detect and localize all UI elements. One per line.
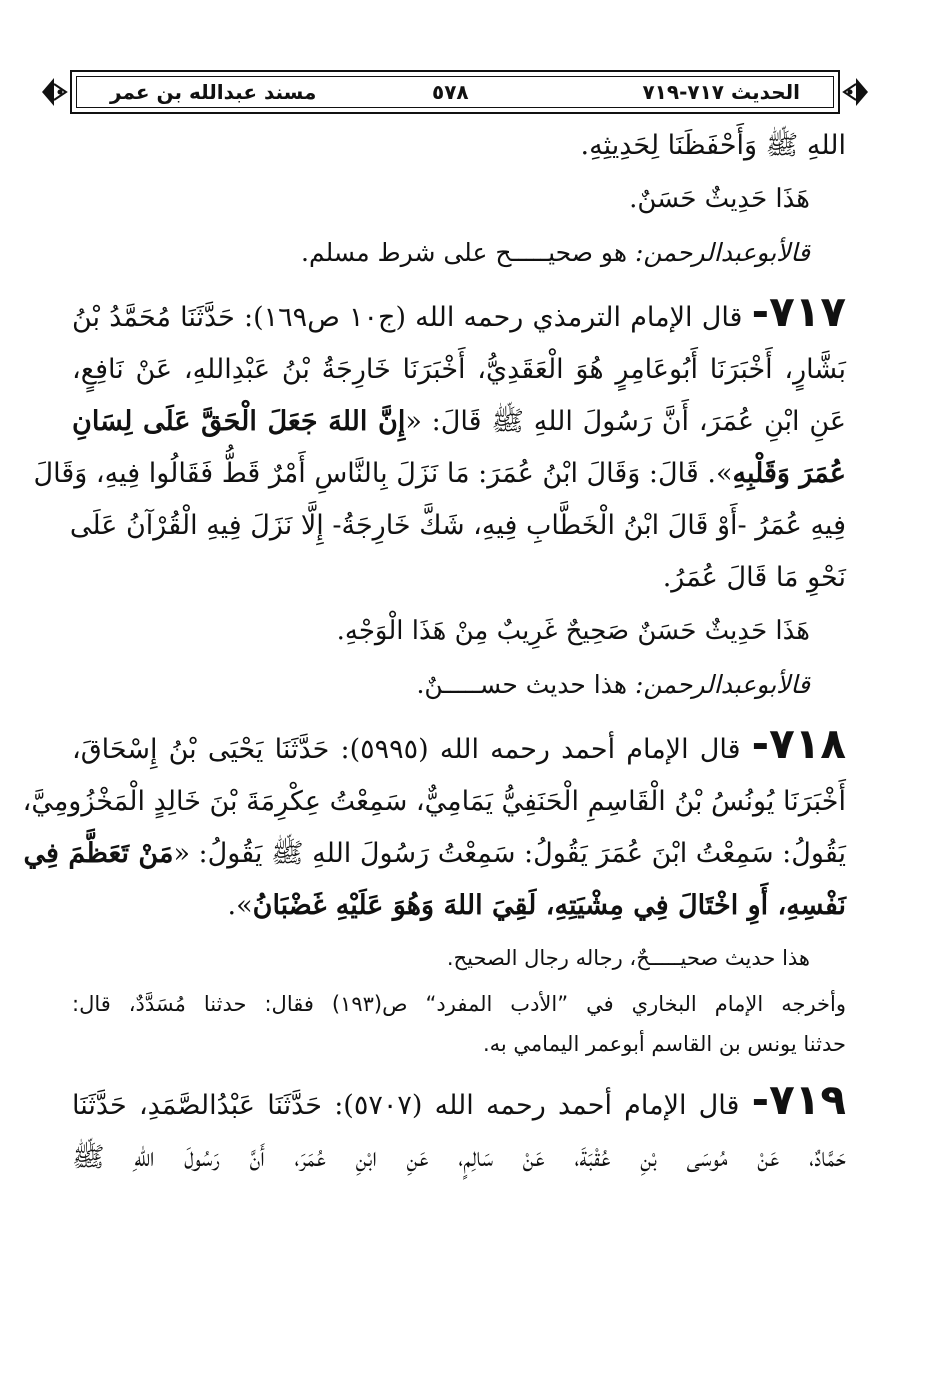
prophetic-saying: نَفْسِهِ، أَوِ اخْتَالَ فِي مِشْيَتِهِ، لَقِيَ اللهَ وَهُوَ عَلَيْهِ غَضْبَانُ <box>252 890 846 921</box>
hadith-717-line <box>33 448 846 500</box>
author-note-text: هذا حديث حســـــنٌ. <box>416 670 628 699</box>
author-note-text: هو صحيـــــح على شرط مسلم. <box>301 238 628 267</box>
author-signature: قالأبوعبدالرحمن: <box>635 670 810 699</box>
grading-note: هذا حديث صحيـــــحٌ، رجاله رجال الصحيح. <box>446 946 810 970</box>
hadith-718-line <box>72 718 846 776</box>
hadith-text: عَنِ ابْنِ عُمَرَ، أَنَّ رَسُولَ اللهِ ﷺ قَالَ: « <box>405 406 847 437</box>
hadith-number-717: ٧١٧- <box>751 287 846 336</box>
hadith-text: قال الإمام الترمذي رحمه الله (ج١٠ ص١٦٩): حَدَّثَنَا مُحَمَّدُ بْنُ <box>72 302 743 333</box>
hadith-text: ». قَالَ: وَقَالَ ابْنُ عُمَرَ: مَا نَزَلَ بِالنَّاسِ أَمْرٌ قَطُّ فَقَالُوا فِيهِ، وَقَالَ <box>33 458 733 489</box>
hadith-number-718: ٧١٨- <box>751 719 846 768</box>
hadith-719-line <box>72 1074 846 1132</box>
author-signature: قالأبوعبدالرحمن: <box>635 238 810 267</box>
hadith-717-line: فِيهِ عُمَرُ -أَوْ قَالَ ابْنُ الْخَطَّابِ فِيهِ، شَكَّ خَارِجَةُ- إِلَّا نَزَلَ فِيهِ الْقُرْآنُ عَلَى <box>69 510 846 541</box>
hadith-text: قال الإمام أحمد رحمه الله (٥٧٠٧): حَدَّثَنَا عَبْدُالصَّمَدِ، حَدَّثَنَا <box>72 1090 740 1121</box>
hadith-717-line: بَشَّارٍ، أَخْبَرَنَا أَبُوعَامِرٍ هُوَ الْعَقَدِيُّ، أَخْبَرَنَا خَارِجَةُ بْنُ عَبْدِاللهِ، عَنْ نَافِعٍ، <box>72 354 846 385</box>
text-line: اللهِ ﷺ وَأَحْفَظَنَا لِحَدِيثِهِ. <box>580 130 846 161</box>
prophetic-saying: مَنْ تَعَظَّمَ فِي <box>23 838 174 869</box>
hadith-718-line <box>23 828 846 880</box>
author-note <box>72 658 846 712</box>
header-book-title: مسند عبدالله بن عمر <box>110 80 317 104</box>
hadith-717-line <box>72 396 846 448</box>
running-header <box>40 64 870 124</box>
hadith-grade: هَذَا حَدِيثٌ حَسَنٌ. <box>629 184 810 214</box>
hadith-grade: هَذَا حَدِيثٌ حَسَنٌ صَحِيحٌ غَرِيبٌ مِنْ هَذَا الْوَجْهِ. <box>336 616 810 646</box>
prophetic-saying: عُمَرَ وَقَلْبِهِ <box>732 458 846 489</box>
hadith-text: يَقُولُ: سَمِعْتُ ابْنَ عُمَرَ يَقُولُ: سَمِعْتُ رَسُولَ اللهِ ﷺ يَقُولُ: « <box>173 838 846 869</box>
takhrij-note-line: وأخرجه الإمام البخاري في ”الأدب المفرد“ ص(١٩٣) فقال: حدثنا مُسَدَّدٌ، قال: <box>72 992 847 1016</box>
hadith-718-line <box>72 880 846 932</box>
ornament-right-icon <box>840 74 870 110</box>
page-body <box>22 120 847 1184</box>
hadith-text: قال الإمام أحمد رحمه الله (٥٩٩٥): حَدَّثَنَا يَحْيَى بْنُ إِسْحَاقَ، <box>72 734 741 765</box>
prophetic-saying: إِنَّ اللهَ جَعَلَ الْحَقَّ عَلَى لِسَانِ <box>72 406 406 437</box>
hadith-717-line: نَحْوِ مَا قَالَ عُمَرُ. <box>662 562 846 593</box>
header-hadith-range: الحديث ٧١٧-٧١٩ <box>642 80 800 104</box>
hadith-number-719: ٧١٩- <box>751 1075 846 1124</box>
takhrij-note-line: حدثنا يونس بن القاسم أبوعمر اليمامي به. <box>482 1032 846 1056</box>
hadith-717-line <box>72 286 846 344</box>
hadith-719-line: حَمَّادٌ، عَنْ مُوسَى بْنِ عُقْبَةَ، عَنْ سَالِمٍ، عَنِ ابْنِ عُمَرَ، أَنَّ رَسُولَ اللهِ ﷺ <box>72 1142 846 1173</box>
header-page-number: ٥٧٨ <box>432 80 469 104</box>
hadith-text: ». <box>227 890 253 921</box>
ornament-left-icon <box>40 74 70 110</box>
author-note <box>72 226 846 280</box>
hadith-718-line: أَخْبَرَنَا يُونُسُ بْنُ الْقَاسِمِ الْحَنَفِيُّ يَمَامِيٌّ، سَمِعْتُ عِكْرِمَةَ بْنَ خَالِدٍ الْمَخْزُومِيَّ، <box>22 786 846 817</box>
